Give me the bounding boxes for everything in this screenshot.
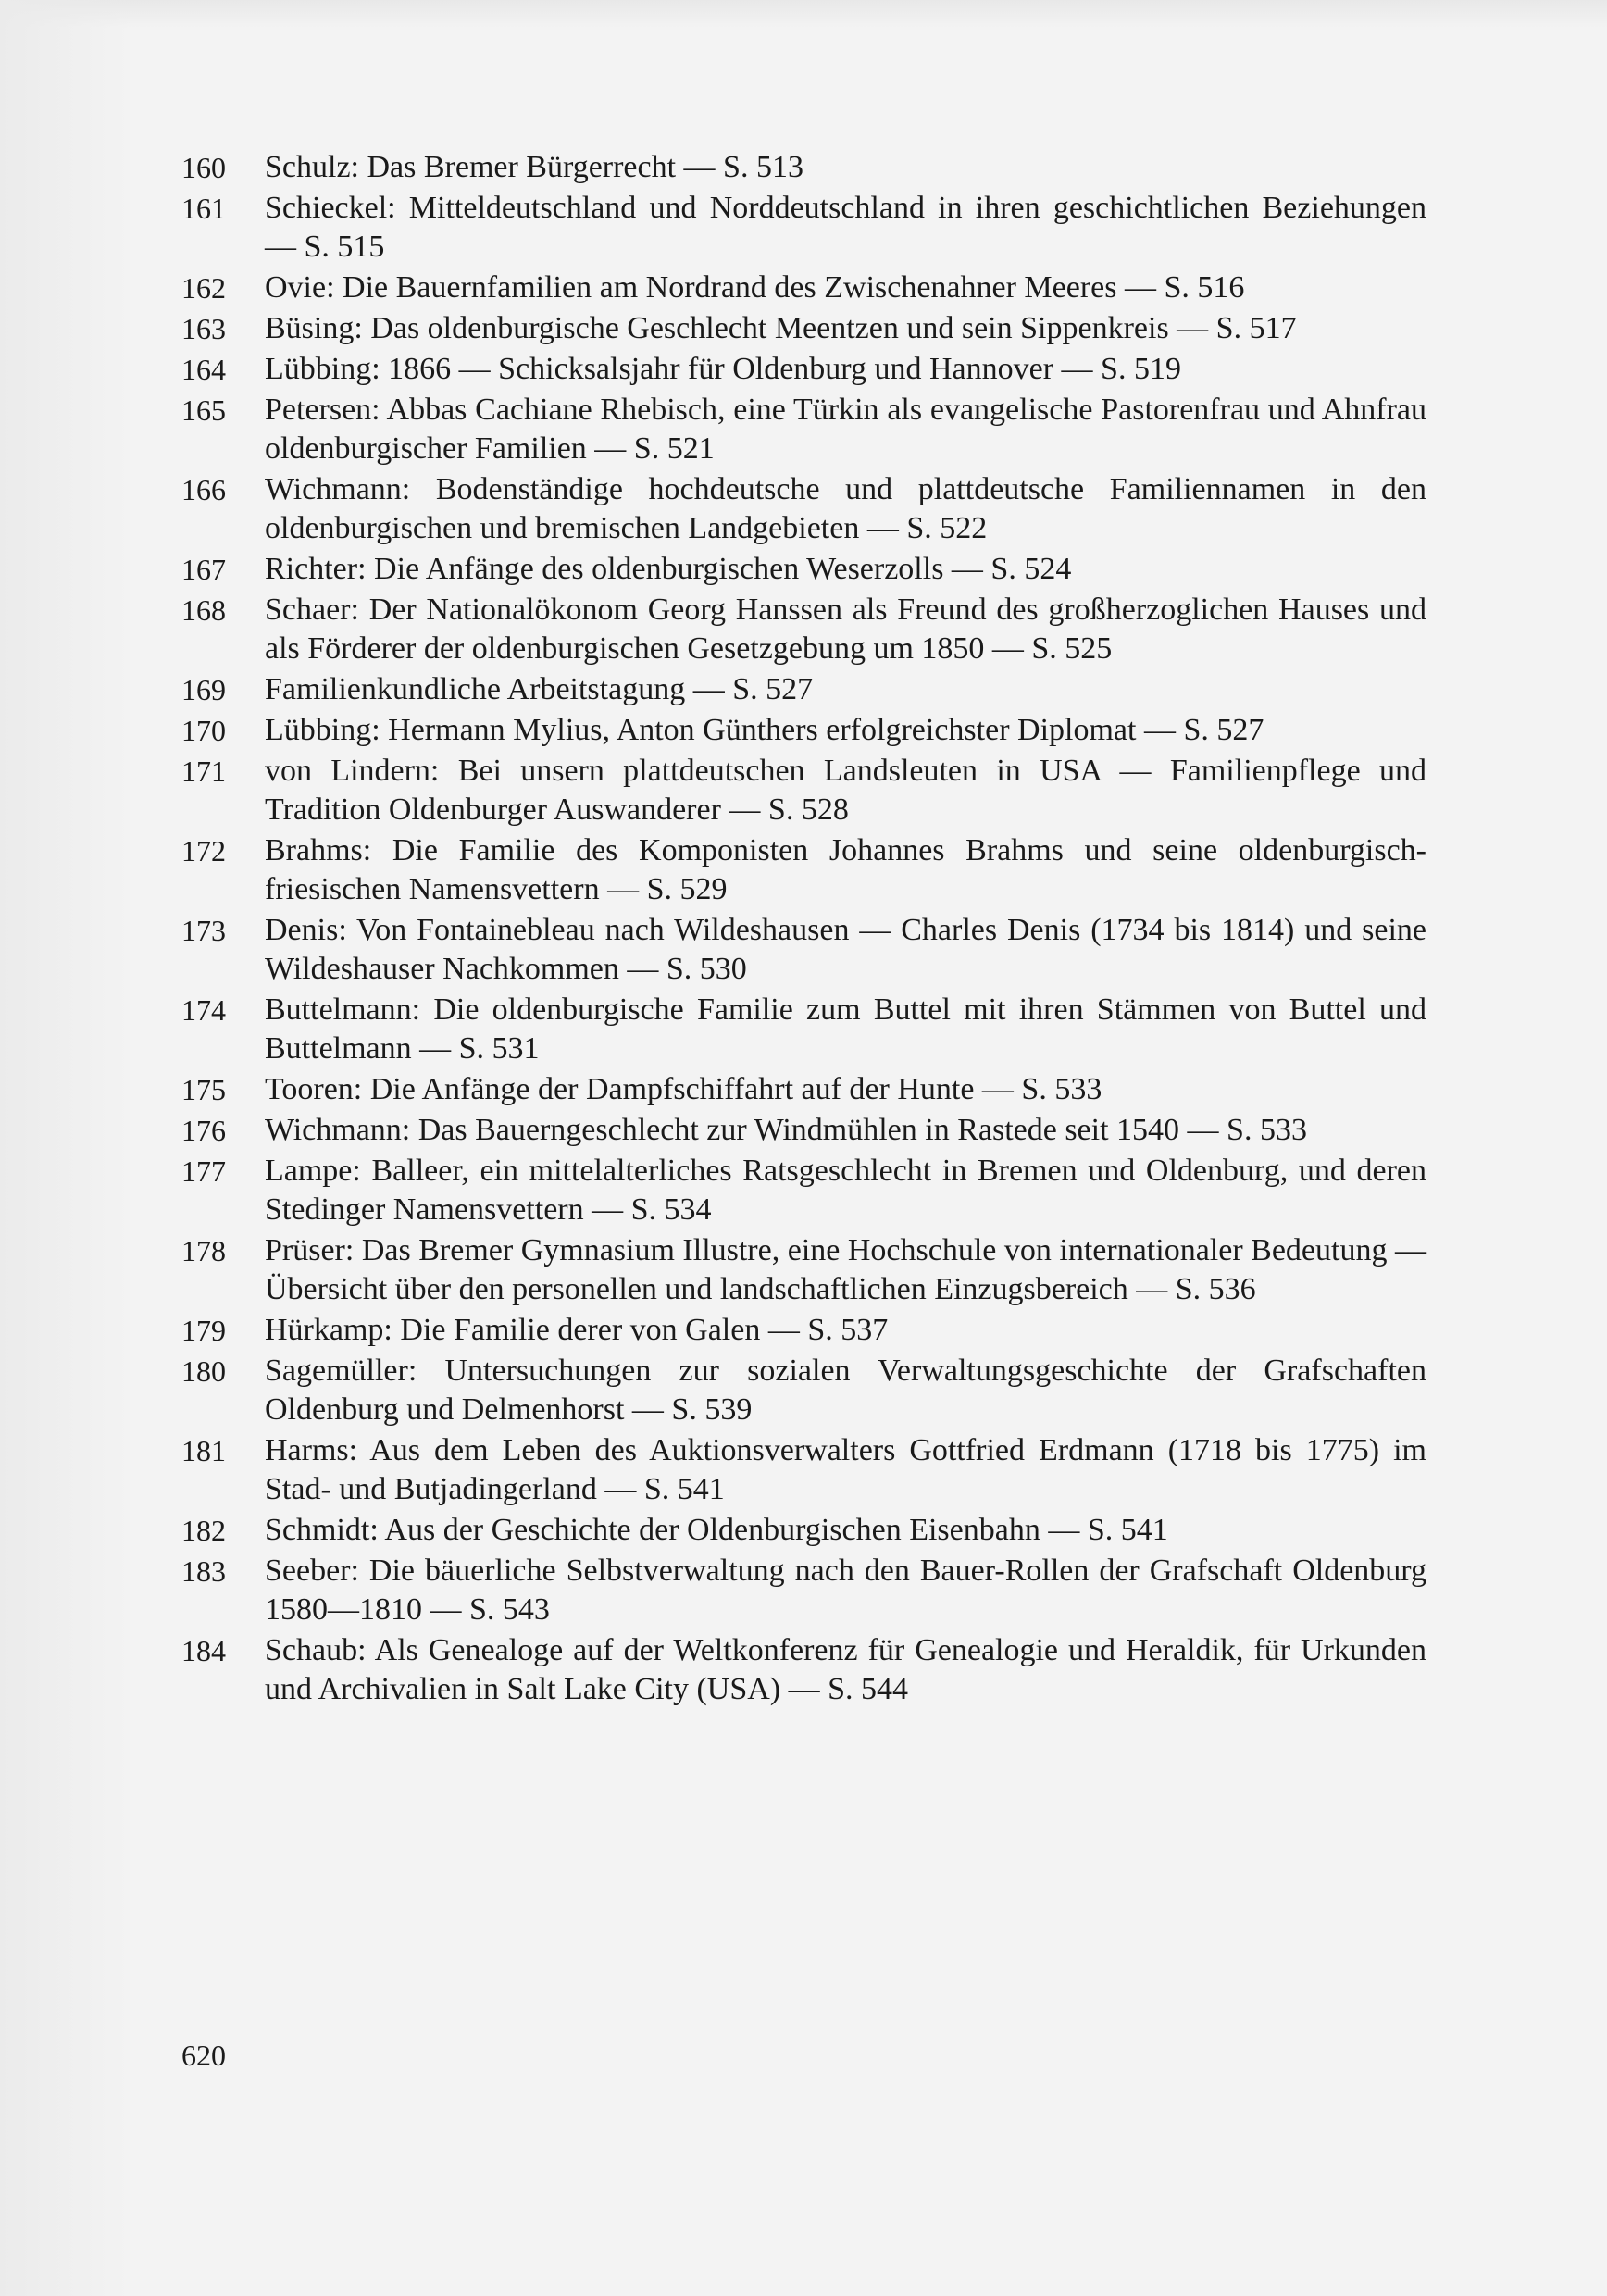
entry-number: 184: [181, 1634, 226, 1667]
entry-number: 180: [181, 1354, 226, 1388]
entry-text: Lampe: Balleer, ein mittelalterliches Ratsgeschlecht in Bremen und Oldenburg, und deren Stedinger Namensvettern — S. 534: [265, 1154, 1426, 1227]
entry-number: 160: [181, 151, 226, 184]
bibliography-entry: [181, 1511, 1426, 1552]
bibliography-entry: [181, 1152, 1426, 1231]
entry-text: Schulz: Das Bremer Bürgerrecht — S. 513: [265, 150, 804, 184]
entry-text: Harms: Aus dem Leben des Auktionsverwalters Gottfried Erdmann (1718 bis 1775) im Stad- und Butjadingerland — S. 541: [265, 1433, 1426, 1506]
entry-text: von Lindern: Bei unsern plattdeutschen Landsleuten in USA — Familienpflege und Tradition Oldenburger Auswanderer — S. 528: [265, 754, 1426, 827]
entry-text: Lübbing: 1866 — Schicksalsjahr für Oldenburg und Hannover — S. 519: [265, 352, 1181, 386]
entry-text: Richter: Die Anfänge des oldenburgischen Weserzolls — S. 524: [265, 552, 1072, 586]
entry-number: 176: [181, 1114, 226, 1147]
entry-text: Familienkundliche Arbeitstagung — S. 527: [265, 672, 814, 706]
entry-text: Schieckel: Mitteldeutschland und Norddeutschland in ihren geschichtlichen Beziehungen — S. 515: [265, 191, 1426, 264]
entry-text: Denis: Von Fontainebleau nach Wildeshausen — Charles Denis (1734 bis 1814) und seine Wildeshauser Nachkommen — S. 530: [265, 913, 1426, 986]
entry-number: 164: [181, 353, 226, 386]
bibliography-entry: [181, 1631, 1426, 1711]
bibliography-entry: [181, 591, 1426, 670]
entry-text: Buttelmann: Die oldenburgische Familie zum Buttel mit ihren Stämmen von Buttel und Buttelmann — S. 531: [265, 992, 1426, 1066]
entry-text: Brahms: Die Familie des Komponisten Johannes Brahms und seine oldenburgisch-friesischen Namensvettern — S. 529: [265, 833, 1426, 906]
bibliography-entry: [181, 1431, 1426, 1511]
entry-text: Seeber: Die bäuerliche Selbstverwaltung nach den Bauer-Rollen der Grafschaft Oldenburg 1580—1810 — S. 543: [265, 1554, 1426, 1627]
entry-number: 162: [181, 271, 226, 305]
bibliography-entry: [181, 1352, 1426, 1431]
entry-text: Wichmann: Das Bauerngeschlecht zur Windmühlen in Rastede seit 1540 — S. 533: [265, 1113, 1307, 1147]
entry-number: 169: [181, 673, 226, 706]
entry-text: Ovie: Die Bauernfamilien am Nordrand des Zwischenahner Meeres — S. 516: [265, 270, 1245, 305]
entry-text: Schaub: Als Genealoge auf der Weltkonferenz für Genealogie und Heraldik, für Urkunden und Archivalien in Salt Lake City (USA) — S. 544: [265, 1633, 1426, 1706]
entry-number: 182: [181, 1514, 226, 1547]
entry-number: 170: [181, 714, 226, 747]
bibliography-entry: [181, 350, 1426, 391]
bibliography-entry: [181, 711, 1426, 752]
bibliography-entry: [181, 148, 1426, 189]
bibliography-entry: [181, 752, 1426, 831]
bibliography-entry: [181, 309, 1426, 350]
entry-text: Hürkamp: Die Familie derer von Galen — S. 537: [265, 1313, 889, 1347]
entry-number: 165: [181, 393, 226, 427]
bibliography-entry: [181, 189, 1426, 268]
bibliography-entry: [181, 911, 1426, 991]
entry-text: Petersen: Abbas Cachiane Rhebisch, eine Türkin als evangelische Pastorenfrau und Ahnfrau oldenburgischer Familien — S. 521: [265, 393, 1426, 466]
entry-number: 171: [181, 755, 226, 788]
entry-number: 163: [181, 312, 226, 345]
bibliography-entry: [181, 831, 1426, 911]
entry-text: Schmidt: Aus der Geschichte der Oldenburgischen Eisenbahn — S. 541: [265, 1513, 1168, 1547]
entry-text: Lübbing: Hermann Mylius, Anton Günthers erfolgreichster Diplomat — S. 527: [265, 713, 1264, 747]
page-number: 620: [181, 2039, 226, 2072]
bibliography-entry: [181, 391, 1426, 470]
bibliography-entry: [181, 1070, 1426, 1111]
bibliography-entry: [181, 268, 1426, 309]
entry-text: Büsing: Das oldenburgische Geschlecht Meentzen und sein Sippenkreis — S. 517: [265, 311, 1297, 345]
bibliography-entry: [181, 670, 1426, 711]
bibliography-entry: [181, 550, 1426, 591]
entry-number: 177: [181, 1154, 226, 1188]
bibliography-entry: [181, 1552, 1426, 1631]
bibliography-list: [181, 148, 1426, 1711]
entry-number: 179: [181, 1314, 226, 1347]
entry-number: 181: [181, 1434, 226, 1467]
bibliography-entry: [181, 1111, 1426, 1152]
bibliography-entry: [181, 470, 1426, 550]
entry-number: 172: [181, 834, 226, 867]
bibliography-entry: [181, 1231, 1426, 1311]
entry-number: 168: [181, 593, 226, 627]
entry-number: 167: [181, 553, 226, 586]
entry-text: Prüser: Das Bremer Gymnasium Illustre, eine Hochschule von internationaler Bedeutung — Übersicht über den personellen und landschaftlichen Einzugsbereich — S. 536: [265, 1233, 1426, 1306]
entry-number: 183: [181, 1554, 226, 1588]
bibliography-entry: [181, 1311, 1426, 1352]
entry-text: Sagemüller: Untersuchungen zur sozialen Verwaltungsgeschichte der Grafschaften Oldenburg und Delmenhorst — S. 539: [265, 1354, 1426, 1427]
entry-text: Tooren: Die Anfänge der Dampfschiffahrt auf der Hunte — S. 533: [265, 1072, 1102, 1106]
bibliography-entry: [181, 991, 1426, 1070]
entry-number: 161: [181, 192, 226, 225]
entry-number: 166: [181, 473, 226, 506]
entry-number: 178: [181, 1234, 226, 1267]
entry-number: 174: [181, 993, 226, 1027]
entry-text: Schaer: Der Nationalökonom Georg Hanssen als Freund des großherzoglichen Hauses und als Förderer der oldenburgischen Gesetzgebung um 1850 — S. 525: [265, 593, 1426, 666]
entry-text: Wichmann: Bodenständige hochdeutsche und plattdeutsche Familiennamen in den oldenburgischen und bremischen Landgebieten — S. 522: [265, 472, 1426, 545]
entry-number: 175: [181, 1073, 226, 1106]
entry-number: 173: [181, 914, 226, 947]
